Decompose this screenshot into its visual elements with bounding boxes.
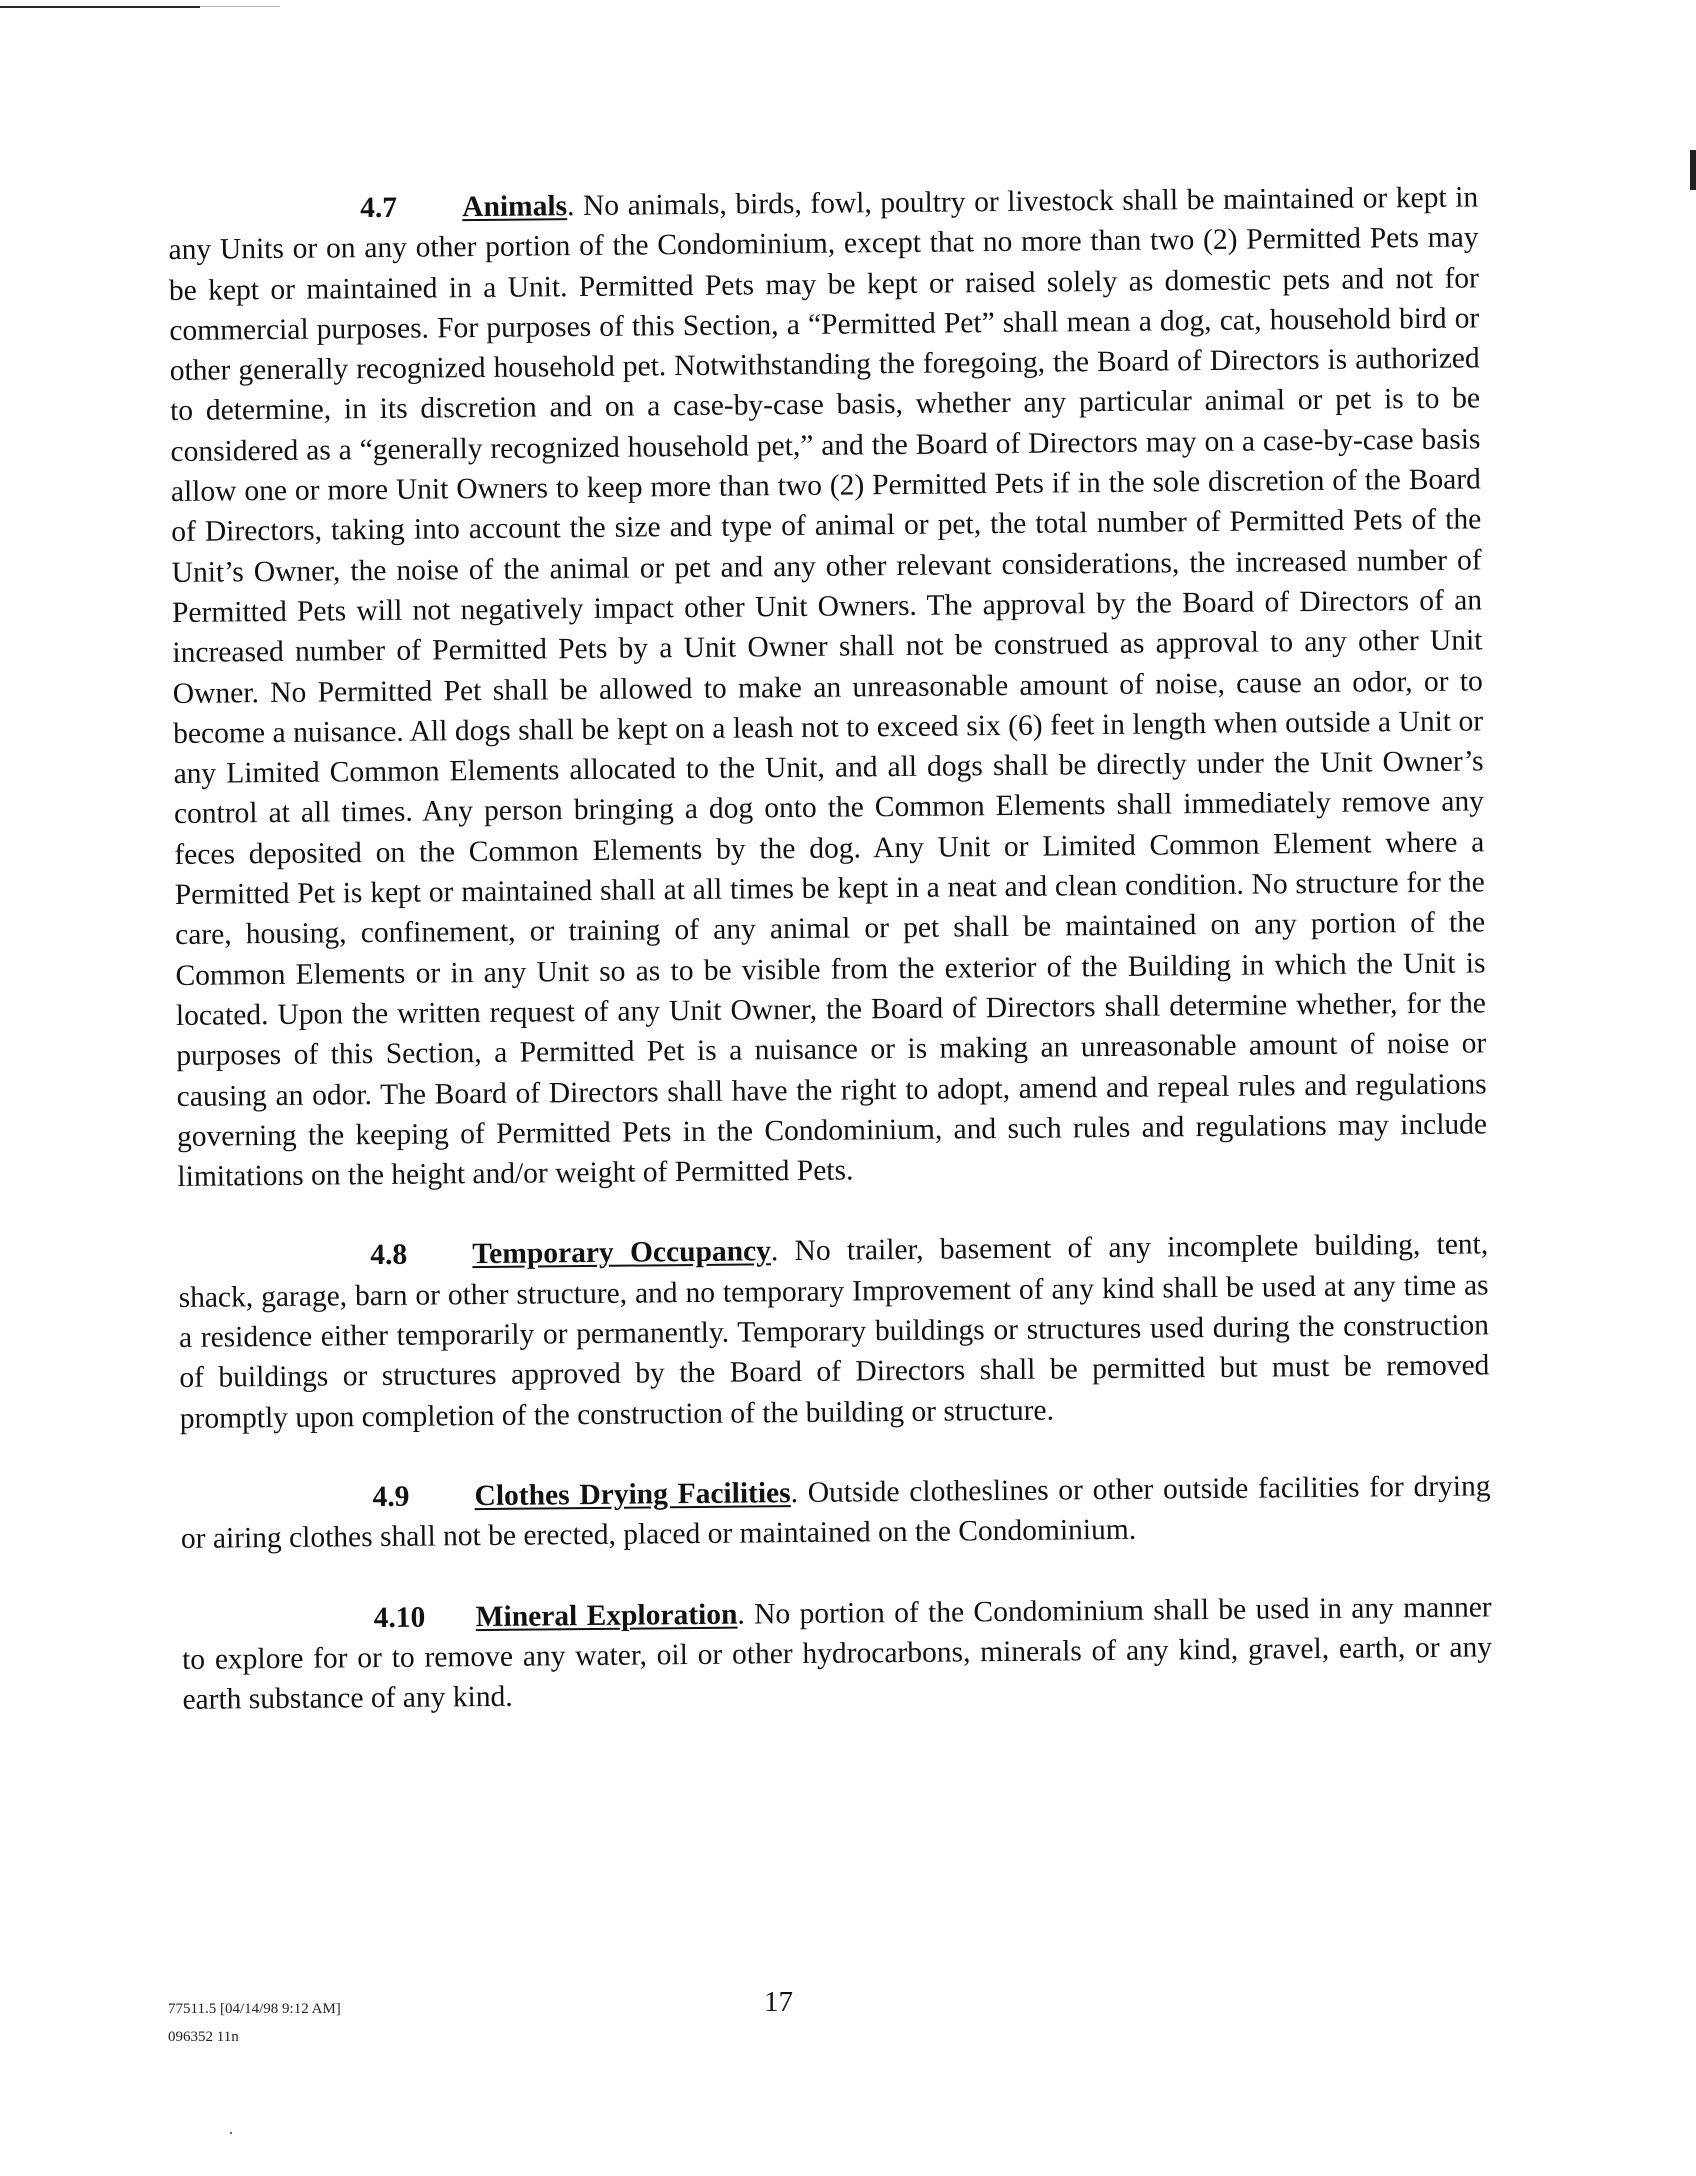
section-4-8: [178, 1225, 1490, 1439]
section-4-10: [182, 1587, 1493, 1720]
section-text: Outside clotheslines or other outside facilities for drying or airing clothes shall not be erected, placed or maintained on the Condominium.: [180, 1470, 1491, 1556]
section-heading: Clothes Drying Facilities: [474, 1476, 791, 1513]
section-4-7: [168, 177, 1488, 1197]
section-heading: Animals: [462, 190, 568, 224]
section-heading-suffix: .: [737, 1598, 745, 1631]
section-number: 4.7: [360, 191, 398, 225]
scan-dot: [230, 2132, 232, 2134]
section-heading-suffix: .: [770, 1235, 779, 1268]
section-heading-suffix: .: [566, 190, 575, 223]
section-number: 4.10: [373, 1601, 426, 1634]
section-4-9: [180, 1466, 1491, 1559]
scan-top-rule: [0, 6, 200, 8]
footer-doc-id: [168, 1995, 341, 2051]
footer-doc-version: 77511.5 [04/14/98 9:12 AM]: [168, 2001, 341, 2017]
scan-top-rule-tail: [200, 6, 280, 7]
section-heading: Mineral Exploration: [475, 1598, 738, 1633]
section-text: No portion of the Condominium shall be used in any manner to explore for or to remove any water, oil or other hydrocarbons, minerals of any kind, gravel, earth, or any earth substance of any kind.: [181, 1590, 1493, 1717]
section-heading: Temporary Occupancy: [472, 1235, 772, 1271]
footer-doc-code: 096352 11n: [168, 2029, 239, 2045]
section-number: 4.8: [370, 1239, 408, 1272]
section-number: 4.9: [372, 1480, 410, 1514]
section-text: No animals, birds, fowl, poultry or livestock shall be maintained or kept in any Units or on any other portion of the Condominium, except that no more than two (2) Permitted Pets may be kept or maintained in a Unit. Permitted Pets may be kept or raised solely as domestic pets and not for commercial purposes. For purposes of this Section, a “Permitted Pet” shall mean a dog, cat, household bird or other generally recognized household pet. Notwithstanding the foregoing, the Board of Directors is authorized to determine, in its discretion and on a case-by-case basis, whether any particular animal or pet is to be considered as a “generally recognized household pet,” and the Board of Directors may on a case-by-case basis allow one or more Unit Owners to keep more than two (2) Permitted Pets if in the sole discretion of the Board of Directors, taking into account the size and type of animal or pet, the total number of Permitted Pets of the Unit’s Owner, the noise of the animal or pet and any other relevant considerations, the increased number of Permitted Pets will not negatively impact other Unit Owners. The approval by the Board of Directors of an increased number of Permitted Pets by a Unit Owner shall not be construed as approval to any other Unit Owner. No Permitted Pet shall be allowed to make an unreasonable amount of noise, cause an odor, or to become a nuisance. All dogs shall be kept on a leash not to exceed six (6) feet in length when outside a Unit or any Limited Common Elements allocated to the Unit, and all dogs shall be directly under the Unit Owner’s control at all times. Any person bringing a dog onto the Common Elements shall immediately remove any feces deposited on the Common Elements by the dog. Any Unit or Limited Common Element where a Permitted Pet is kept or maintained shall at all times be kept in a neat and clean condition. No structure for the care, housing, confinement, or training of any animal or pet shall be maintained on any portion of the Common Elements or in any Unit so as to be visible from the exterior of the Building in which the Unit is located. Upon the written request of any Unit Owner, the Board of Directors shall determine whether, for the purposes of this Section, a Permitted Pet is a nuisance or is making an unreasonable amount of noise or causing an odor. The Board of Directors shall have the right to adopt, amend and repeal rules and regulations governing the keeping of Permitted Pets in the Condominium, and such rules and regulations may include limitations on the height and/or weight of Permitted Pets.: [168, 181, 1488, 1194]
section-text: No trailer, basement of any incomplete building, tent, shack, garage, barn or other structure, and no temporary Improvement of any kind shall be used at any time as a residence either temporarily or permanently. Temporary buildings or structures used during the construction of buildings or structures approved by the Board of Directors shall be permitted but must be removed promptly upon completion of the construction of the building or structure.: [178, 1228, 1490, 1435]
document-body: [168, 177, 1493, 1720]
scan-edge-mark: [1690, 150, 1696, 190]
page-number: 17: [764, 1986, 793, 2018]
section-heading-suffix: .: [790, 1476, 799, 1509]
